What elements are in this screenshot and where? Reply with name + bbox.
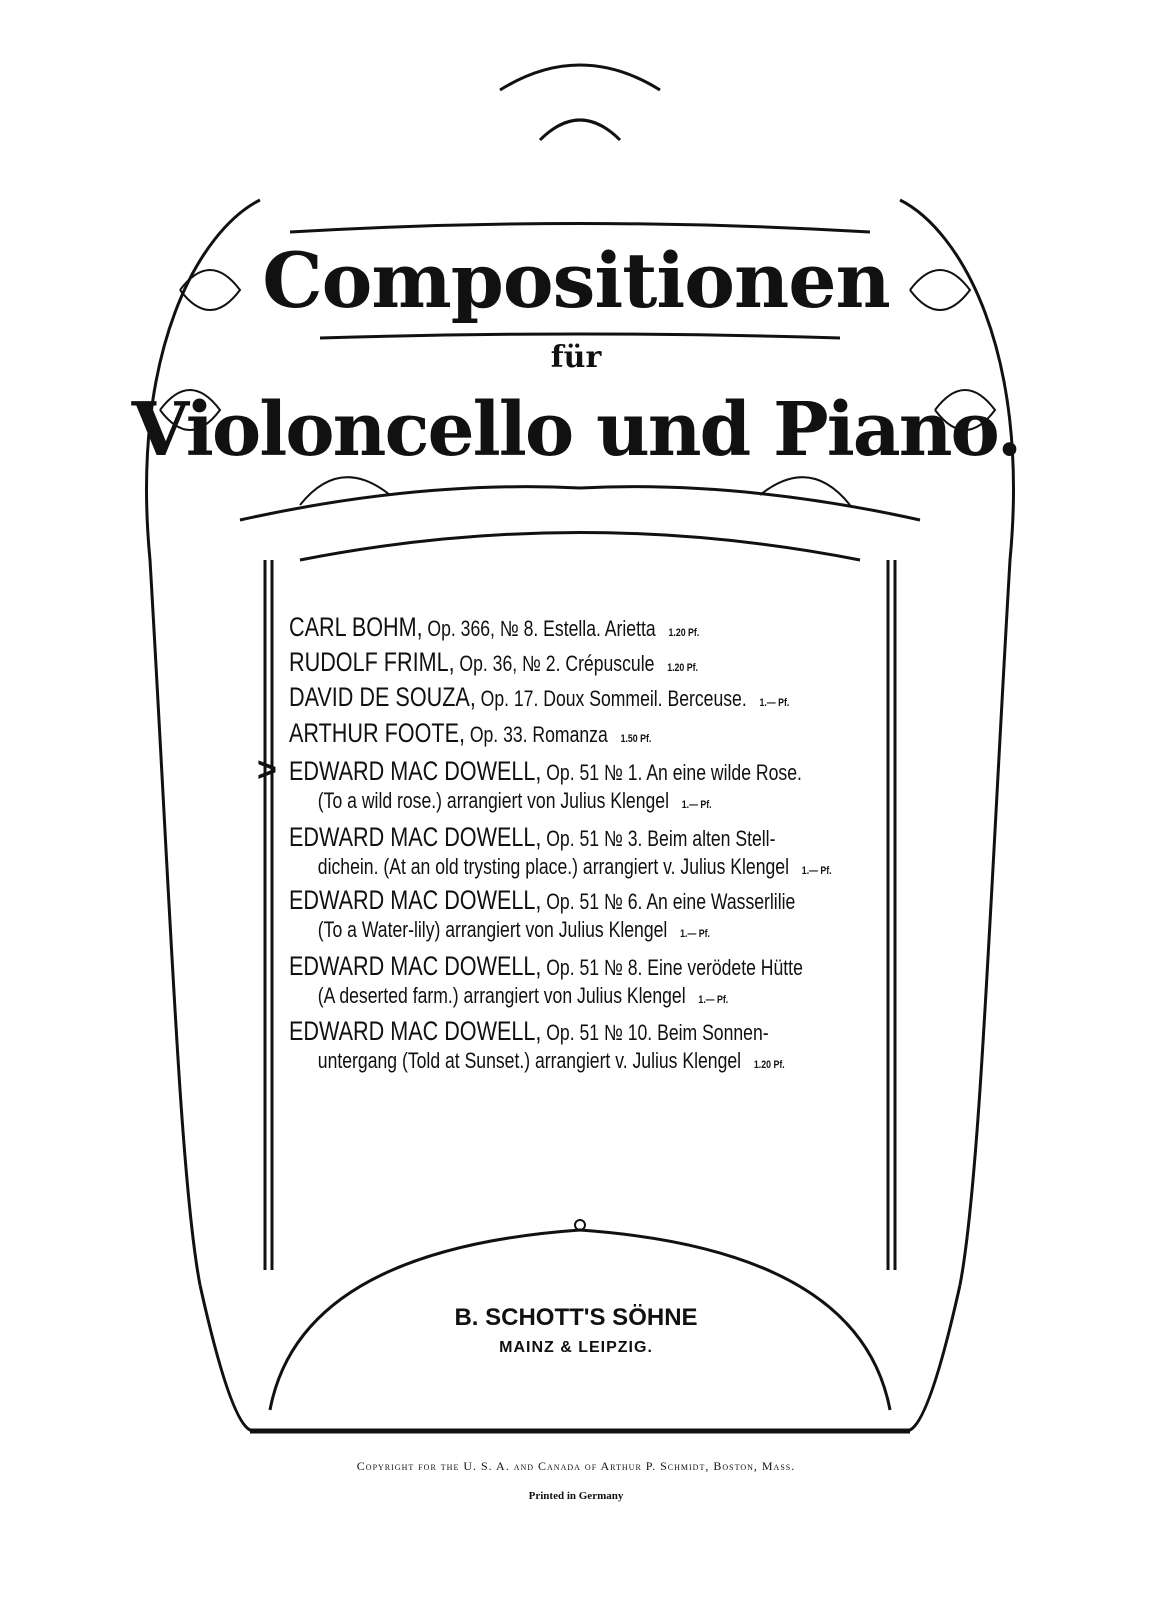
work-entry: [289, 718, 1139, 748]
work-title: Op. 36, № 2. Crépuscule: [459, 651, 655, 676]
composer: EDWARD MAC DOWELL,: [289, 756, 542, 786]
composer: EDWARD MAC DOWELL,: [289, 1016, 542, 1046]
composer: RUDOLF FRIML,: [289, 647, 455, 677]
work-subtitle: dichein. (At an old trysting place.) arrangiert v. Julius Klengel: [317, 854, 789, 879]
work-entry: [289, 612, 1139, 642]
work-entry: [289, 951, 1139, 1011]
composer: ARTHUR FOOTE,: [289, 718, 466, 748]
work-entry: [289, 885, 1139, 945]
title-connector: für: [550, 340, 602, 375]
work-subtitle: untergang (Told at Sunset.) arrangiert v. Julius Klengel: [317, 1048, 742, 1073]
work-title: Op. 33. Romanza: [469, 722, 608, 747]
price: 1.20 Pf.: [753, 1059, 785, 1071]
price: 1.20 Pf.: [668, 627, 700, 639]
price: 1.50 Pf.: [620, 733, 652, 745]
work-title: Op. 366, № 8. Estella. Arietta: [427, 616, 656, 641]
composer: DAVID DE SOUZA,: [289, 682, 476, 712]
work-title: Op. 51 № 1. An eine wilde Rose.: [546, 760, 802, 785]
handwritten-arrow-mark: >: [257, 751, 277, 789]
work-title: Op. 51 № 10. Beim Sonnen-: [546, 1020, 769, 1045]
work-subtitle: (A deserted farm.) arrangiert von Julius Klengel: [317, 983, 686, 1008]
title-instruments: Violoncello und Piano.: [131, 387, 1021, 473]
publisher-city: MAINZ & LEIPZIG.: [499, 1339, 653, 1356]
publisher-name: B. SCHOTT'S SÖHNE: [454, 1304, 698, 1331]
price: 1.— Pf.: [681, 799, 712, 811]
work-title: Op. 51 № 3. Beim alten Stell-: [546, 826, 776, 851]
work-entry: [289, 822, 1139, 882]
work-subtitle: (To a wild rose.) arrangiert von Julius Klengel: [317, 788, 669, 813]
copyright-notice: Copyright for the U. S. A. and Canada of Arthur P. Schmidt, Boston, Mass.: [356, 1459, 796, 1473]
title-compositionen: Compositionen: [262, 236, 890, 325]
work-entry: [289, 1016, 1139, 1076]
price: 1.— Pf.: [801, 865, 832, 877]
work-title: Op. 51 № 6. An eine Wasserlilie: [546, 889, 796, 914]
composer: EDWARD MAC DOWELL,: [289, 951, 542, 981]
price: 1.— Pf.: [698, 994, 729, 1006]
price: 1.— Pf.: [680, 928, 710, 940]
composer: EDWARD MAC DOWELL,: [289, 822, 542, 852]
price: 1.— Pf.: [759, 697, 790, 709]
price: 1.20 Pf.: [667, 662, 699, 674]
work-title: Op. 17. Doux Sommeil. Berceuse.: [480, 686, 747, 711]
work-entry: [289, 647, 1139, 677]
work-title: Op. 51 № 8. Eine verödete Hütte: [546, 955, 803, 980]
printed-in-notice: Printed in Germany: [528, 1490, 624, 1502]
work-entry: [289, 756, 1139, 816]
work-entry: [289, 682, 1139, 712]
composer: CARL BOHM,: [289, 612, 423, 642]
work-subtitle: (To a Water-lily) arrangiert von Julius Klengel: [317, 917, 668, 942]
composer: EDWARD MAC DOWELL,: [289, 885, 542, 915]
